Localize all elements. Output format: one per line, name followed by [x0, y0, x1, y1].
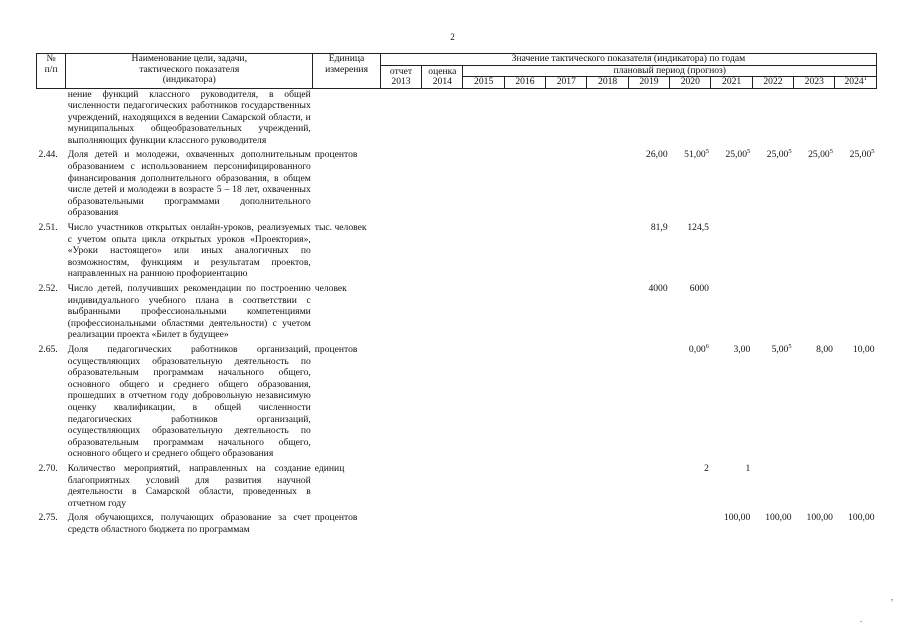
header-year: 2019 [628, 77, 669, 89]
indicator-value [794, 219, 835, 280]
indicator-value [422, 88, 463, 146]
unit-of-measure: процентов [314, 512, 358, 524]
indicator-value: 124,5 [687, 222, 709, 234]
indicator-value [463, 460, 504, 509]
unit-of-measure: процентов [314, 343, 358, 355]
indicator-value: 6000 [689, 283, 709, 294]
indicator-value [546, 509, 587, 535]
indicator-value: 25,00$^5$ [725, 148, 751, 161]
indicator-value [587, 280, 628, 341]
row-number [37, 88, 66, 146]
indicator-value [504, 460, 545, 509]
footnote-mark: 5 [871, 148, 875, 156]
indicator-name: Доля педагогических работников организаций, осуществляющих образовательную деятельность по образовательным программам начального общего, основного общего и среднего общего образования, прошедших в отчетном году добровольную независимую оценку квалификации, в общей численности педагогических работников организаций, осуществляющих образовательную деятельность по образовательным программам начального общего, основного общего и среднего общего образования [67, 343, 311, 460]
header-year: 2015 [463, 77, 504, 89]
indicator-value: 26,00 [646, 149, 668, 161]
header-unit: Единица измерения [313, 54, 381, 89]
indicator-value [504, 280, 545, 341]
table-row [37, 341, 877, 460]
indicator-value [587, 460, 628, 509]
table-row [37, 146, 877, 219]
indicator-value [422, 219, 463, 280]
header-planned: плановый период (прогноз) [463, 65, 877, 77]
indicator-value [587, 146, 628, 219]
scan-artifact: , [891, 592, 894, 602]
header-year: 2022 [752, 77, 793, 89]
indicator-value [546, 280, 587, 341]
header-year: 2017 [546, 77, 587, 89]
indicator-value [752, 460, 793, 509]
header-num: № п/п [37, 54, 66, 89]
header-report [380, 65, 421, 88]
header-year: 2018 [587, 77, 628, 89]
indicator-value [380, 509, 421, 535]
indicator-value [628, 88, 669, 146]
indicator-value [670, 88, 711, 146]
footnote-mark: 5 [747, 148, 751, 156]
indicator-value [711, 280, 752, 341]
indicator-value: 100,00 [806, 512, 833, 524]
indicator-value [380, 341, 421, 460]
row-number: 2.52. [38, 283, 58, 294]
indicator-value: 8,00 [816, 343, 833, 355]
indicators-table [36, 53, 877, 535]
indicator-value [670, 509, 711, 535]
indicator-name: Количество мероприятий, направленных на создание благоприятных условий для развития научной деятельности в Самарской области, проведенных в отчетном году [67, 462, 311, 509]
header-year-2014: 2014 [432, 76, 452, 87]
header-report-label: отчет [389, 65, 413, 77]
unit-of-measure: процентов [314, 149, 358, 161]
indicator-value [463, 88, 504, 146]
header-estimate [422, 65, 463, 88]
indicator-value: 1 [745, 462, 751, 474]
row-number: 2.44. [38, 149, 58, 161]
indicator-value [546, 341, 587, 460]
table-row [37, 460, 877, 509]
indicator-value [628, 509, 669, 535]
header-year: 2021 [711, 77, 752, 89]
indicator-value [463, 219, 504, 280]
indicator-value [711, 88, 752, 146]
indicator-name: Число участников открытых онлайн-уроков, реализуемых с учетом опыта цикла открытых уроков «Проектория», «Уроки настоящего» или иных аналогичных по возможностям, функциям и результатам проектов, направленных на раннюю профориентацию [67, 222, 311, 280]
table-row [37, 88, 877, 146]
indicator-value [752, 280, 793, 341]
indicator-name: Число детей, получивших рекомендации по построению индивидуального учебного плана в соответствии с выбранными профессиональными компетенциями (профессиональными областями деятельности) с учетом реализации проекта «Билет в будущее» [67, 283, 311, 341]
indicator-value [504, 341, 545, 460]
header-year: 2023 [794, 77, 835, 89]
indicator-value [422, 280, 463, 341]
indicator-value [546, 460, 587, 509]
indicator-value: 0,00$^6$ [688, 342, 709, 355]
header-year: 2020 [670, 77, 711, 89]
indicator-name: Доля детей и молодежи, охваченных дополнительным образованием с использованием персонифицированного финансирования дополнительного образования, в общем числе детей и молодежи в возрасте 5 – 18 лет, охваченных образовательными программами дополнительного образования [67, 149, 311, 219]
row-number: 2.75. [38, 512, 58, 524]
indicator-value [380, 280, 421, 341]
row-number: 2.65. [38, 343, 58, 355]
indicator-value: 5,00$^5$ [771, 342, 792, 355]
indicator-value: 2 [704, 462, 709, 474]
footnote-mark: 5 [788, 342, 792, 350]
indicator-value [628, 460, 669, 509]
scan-artifact: . [860, 614, 863, 624]
indicator-value [794, 88, 835, 146]
indicator-value [587, 88, 628, 146]
table-body [37, 88, 877, 535]
indicator-value [628, 341, 669, 460]
indicator-value [380, 460, 421, 509]
indicator-value [463, 146, 504, 219]
header-year: 2016 [504, 77, 545, 89]
footnote-mark: 5 [788, 148, 792, 156]
footnote-mark: 6 [705, 342, 709, 350]
indicator-value [835, 280, 877, 341]
indicator-value [835, 88, 877, 146]
indicator-value: 51,00$^5$ [684, 148, 709, 161]
indicator-value: 4000 [648, 283, 668, 294]
indicator-value: 25,00$^5$ [808, 148, 833, 161]
indicator-value [835, 460, 877, 509]
row-number: 2.51. [38, 222, 58, 234]
indicator-value: 100,00 [765, 512, 792, 524]
header-name: Наименование цели, задачи, тактического показателя (индикатора) [66, 54, 313, 89]
indicator-value [587, 219, 628, 280]
unit-of-measure [313, 88, 381, 146]
indicator-value: 81,9 [650, 222, 668, 234]
unit-of-measure: человек [314, 283, 347, 294]
indicator-value [546, 88, 587, 146]
indicator-value [711, 219, 752, 280]
indicator-value [380, 219, 421, 280]
indicator-value [463, 280, 504, 341]
unit-of-measure: единиц [314, 462, 345, 474]
indicator-value [546, 146, 587, 219]
row-number: 2.70. [38, 462, 58, 474]
indicator-value [752, 88, 793, 146]
indicator-value [587, 509, 628, 535]
header-estimate-label: оценка [428, 65, 457, 77]
indicator-value [794, 460, 835, 509]
indicator-value [504, 219, 545, 280]
table-row [37, 219, 877, 280]
indicator-value: 100,00 [723, 512, 751, 524]
indicator-value [422, 460, 463, 509]
indicator-value [752, 219, 793, 280]
header-values-title: Значение тактического показателя (индикатора) по годам [380, 54, 876, 66]
indicator-name: нение функций классного руководителя, в общей численности педагогических работников государственных учреждений, находящихся в ведении Самарской области, и муниципальных общеобразовательных учреждений, выполняющих функции классного руководителя [67, 88, 311, 146]
indicator-value [546, 219, 587, 280]
indicator-value: 10,00 [852, 343, 875, 355]
page-number: 2 [450, 32, 455, 42]
unit-of-measure: тыс. человек [314, 222, 367, 234]
indicator-name: Доля обучающихся, получающих образование за счет средств областного бюджета по программам [67, 512, 311, 535]
indicator-value: 100,00 [848, 512, 875, 524]
indicator-value [422, 341, 463, 460]
indicator-value [504, 509, 545, 535]
indicator-value [422, 146, 463, 219]
indicator-value [422, 509, 463, 535]
indicator-value: 25,00$^5$ [766, 148, 792, 161]
table-row [37, 509, 877, 535]
indicator-value: 25,00$^5$ [849, 148, 875, 161]
indicator-value [463, 341, 504, 460]
indicator-value [504, 88, 545, 146]
header-year-2013: 2013 [391, 76, 411, 87]
footnote-mark: 5 [705, 148, 709, 156]
indicator-value: 3,00 [733, 343, 751, 355]
header-year-2024: 2024$^1$ [835, 77, 877, 89]
table-row [37, 280, 877, 341]
indicator-value [504, 146, 545, 219]
indicator-value [380, 146, 421, 219]
indicator-value [587, 341, 628, 460]
table-header [37, 54, 877, 89]
indicator-value [380, 88, 421, 146]
indicator-value [835, 219, 877, 280]
footnote-mark: 5 [829, 148, 833, 156]
indicator-value [794, 280, 835, 341]
indicator-value [463, 509, 504, 535]
